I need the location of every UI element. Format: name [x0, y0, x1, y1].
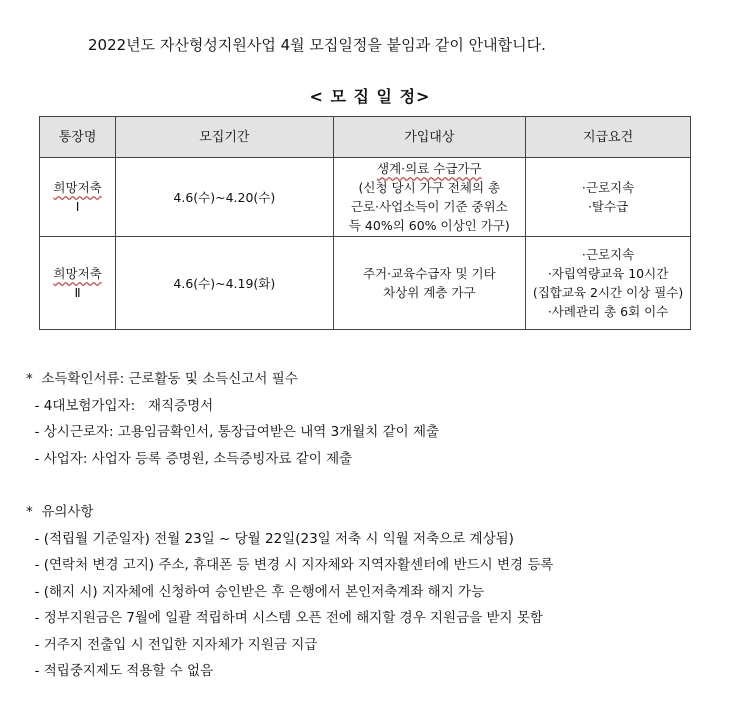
target-line: 차상위 계층 가구	[383, 285, 476, 300]
requirement-item: ·자립역량교육 10시간	[547, 266, 669, 281]
header-requirements: 지급요건	[526, 117, 691, 158]
caution-item: - (적립월 기준일자) 전월 23일 ~ 당월 22일(23일 저축 시 익월 저축으로 계상됨)	[26, 530, 514, 547]
header-account-name: 통장명	[40, 117, 116, 158]
table-row	[40, 158, 691, 237]
target-line: (신청 당시 가구 전체의 총	[358, 180, 501, 195]
requirements-cell	[526, 158, 691, 237]
requirement-item: ·근로지속	[581, 247, 635, 262]
target-line: 근로·사업소득이 기준 중위소	[350, 199, 508, 214]
income-proof-item: - 4대보험가입자: 재직증명서	[26, 397, 214, 414]
caution-item: - 정부지원금은 7월에 일괄 적립하며 시스템 오픈 전에 해지할 경우 지원금을 받지 못함	[26, 610, 543, 626]
income-proof-heading: * 소득확인서류: 근로활동 및 소득신고서 필수	[26, 371, 298, 387]
requirement-item: ·탈수급	[587, 199, 629, 214]
caution-item: - 적립중지제도 적용할 수 없음	[26, 663, 214, 679]
target-line: 생계·의료 수급가구	[377, 161, 482, 176]
header-target: 가입대상	[333, 117, 526, 158]
table-row	[40, 237, 691, 330]
account-name: 희망저축	[53, 266, 102, 281]
table-header-row	[40, 117, 691, 158]
target-cell	[333, 237, 526, 330]
caution-item: - (해지 시) 지자체에 신청하여 승인받은 후 은행에서 본인저축계좌 해지 가능	[26, 583, 485, 600]
requirement-item: (집합교육 2시간 이상 필수)	[532, 285, 684, 300]
section-title: < 모 집 일 정>	[309, 87, 431, 106]
account-name-cell	[40, 237, 116, 330]
income-proof-item: - 사업자: 사업자 등록 증명원, 소득증빙자료 같이 제출	[26, 450, 353, 467]
period-cell: 4.6(수)~4.19(화)	[116, 237, 333, 330]
requirement-item: ·근로지속	[581, 180, 635, 195]
requirement-item: ·사례관리 총 6회 이수	[547, 304, 669, 319]
account-name-cell	[40, 158, 116, 237]
notes-section	[26, 366, 553, 685]
caution-item: - (연락처 변경 고지) 주소, 휴대폰 등 변경 시 지자체와 지역자활센터에 반드시 변경 등록	[26, 557, 554, 573]
requirements-cell	[526, 237, 691, 330]
period-cell: 4.6(수)~4.20(수)	[116, 158, 333, 237]
caution-item: - 거주지 전출입 시 전입한 지자체가 지원금 지급	[26, 636, 318, 653]
cautions-heading: * 유의사항	[26, 504, 94, 520]
account-name: 희망저축	[53, 180, 102, 195]
header-period: 모집기간	[116, 117, 333, 158]
headline: 2022년도 자산형성지원사업 4월 모집일정을 붙임과 같이 안내합니다.	[88, 36, 546, 54]
target-line: 주거·교육수급자 및 기타	[362, 266, 496, 281]
account-tier: Ⅰ	[75, 199, 80, 214]
income-proof-item: - 상시근로자: 고용임금확인서, 통장급여받은 내역 3개월치 같이 제출	[26, 424, 440, 440]
target-line: 득 40%의 60% 이상인 가구)	[348, 218, 510, 233]
schedule-table	[39, 116, 691, 330]
account-tier: Ⅱ	[74, 285, 81, 300]
target-cell	[333, 158, 526, 237]
